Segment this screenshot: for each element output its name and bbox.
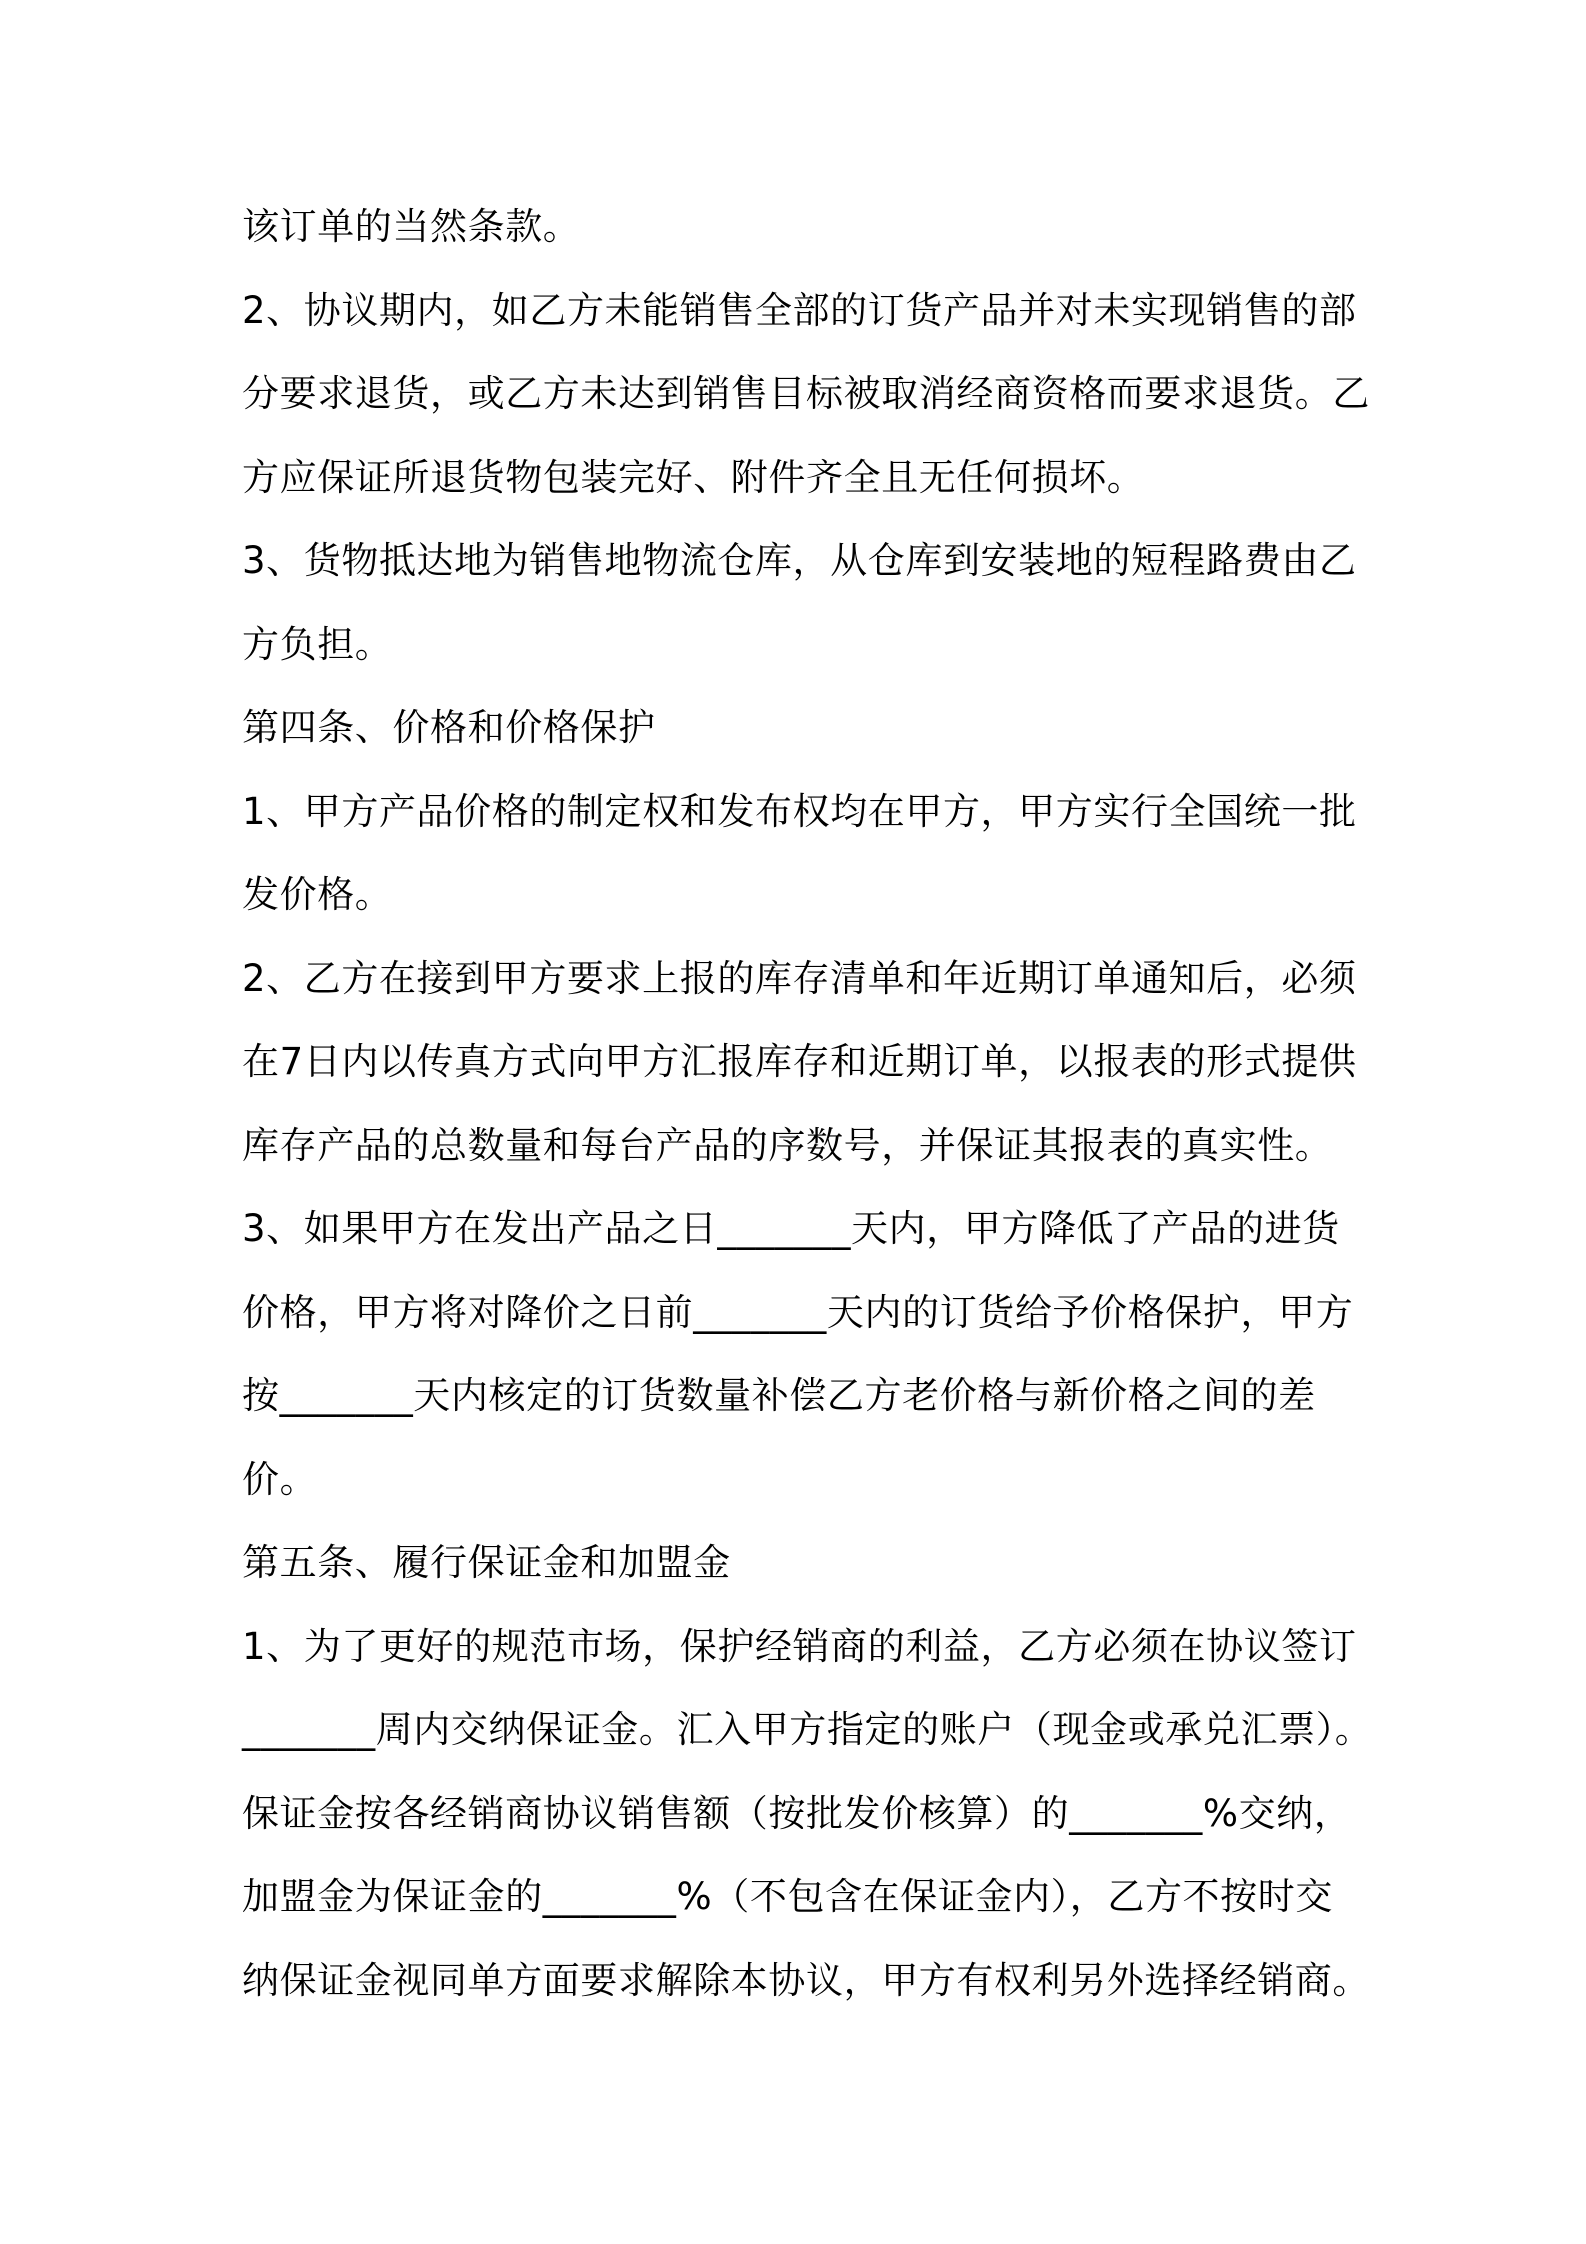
text-line: 1、为了更好的规范市场，保护经销商的利益，乙方必须在协议签订 — [242, 1625, 1357, 1668]
text-line: 3、如果甲方在发出产品之日_______天内，甲方降低了产品的进货 — [242, 1207, 1340, 1250]
text-line: 纳保证金视同单方面要求解除本协议，甲方有权利另外选择经销商。 — [242, 1959, 1370, 2002]
text-line: 2、协议期内，如乙方未能销售全部的订货产品并对未实现销售的部 — [242, 289, 1357, 332]
text-line: 该订单的当然条款。 — [242, 205, 581, 248]
text-line: 方应保证所退货物包装完好、附件齐全且无任何损坏。 — [242, 456, 1145, 499]
text-line: 加盟金为保证金的_______%（不包含在保证金内），乙方不按时交 — [242, 1875, 1333, 1918]
text-line: 发价格。 — [242, 873, 393, 916]
text-line: 价。 — [242, 1458, 318, 1501]
text-line: 按_______天内核定的订货数量补偿乙方老价格与新价格之间的差 — [242, 1374, 1316, 1417]
text-line: _______周内交纳保证金。汇入甲方指定的账户（现金或承兑汇票）。 — [242, 1708, 1373, 1751]
text-line: 3、货物抵达地为销售地物流仓库，从仓库到安装地的短程路费由乙 — [242, 539, 1357, 582]
text-line: 1、甲方产品价格的制定权和发布权均在甲方，甲方实行全国统一批 — [242, 790, 1357, 833]
text-line: 价格，甲方将对降价之日前_______天内的订货给予价格保护，甲方 — [242, 1291, 1354, 1334]
section-heading: 第四条、价格和价格保护 — [242, 706, 656, 749]
text-line: 库存产品的总数量和每台产品的序数号，并保证其报表的真实性。 — [242, 1124, 1333, 1167]
text-line: 2、乙方在接到甲方要求上报的库存清单和年近期订单通知后，必须 — [242, 957, 1357, 1000]
text-line: 在7日内以传真方式向甲方汇报库存和近期订单，以报表的形式提供 — [242, 1040, 1357, 1083]
section-heading: 第五条、履行保证金和加盟金 — [242, 1541, 731, 1584]
text-line: 分要求退货，或乙方未达到销售目标被取消经商资格而要求退货。乙 — [242, 372, 1370, 415]
text-line: 方负担。 — [242, 623, 393, 666]
text-line: 保证金按各经销商协议销售额（按批发价核算）的_______%交纳， — [242, 1792, 1352, 1835]
